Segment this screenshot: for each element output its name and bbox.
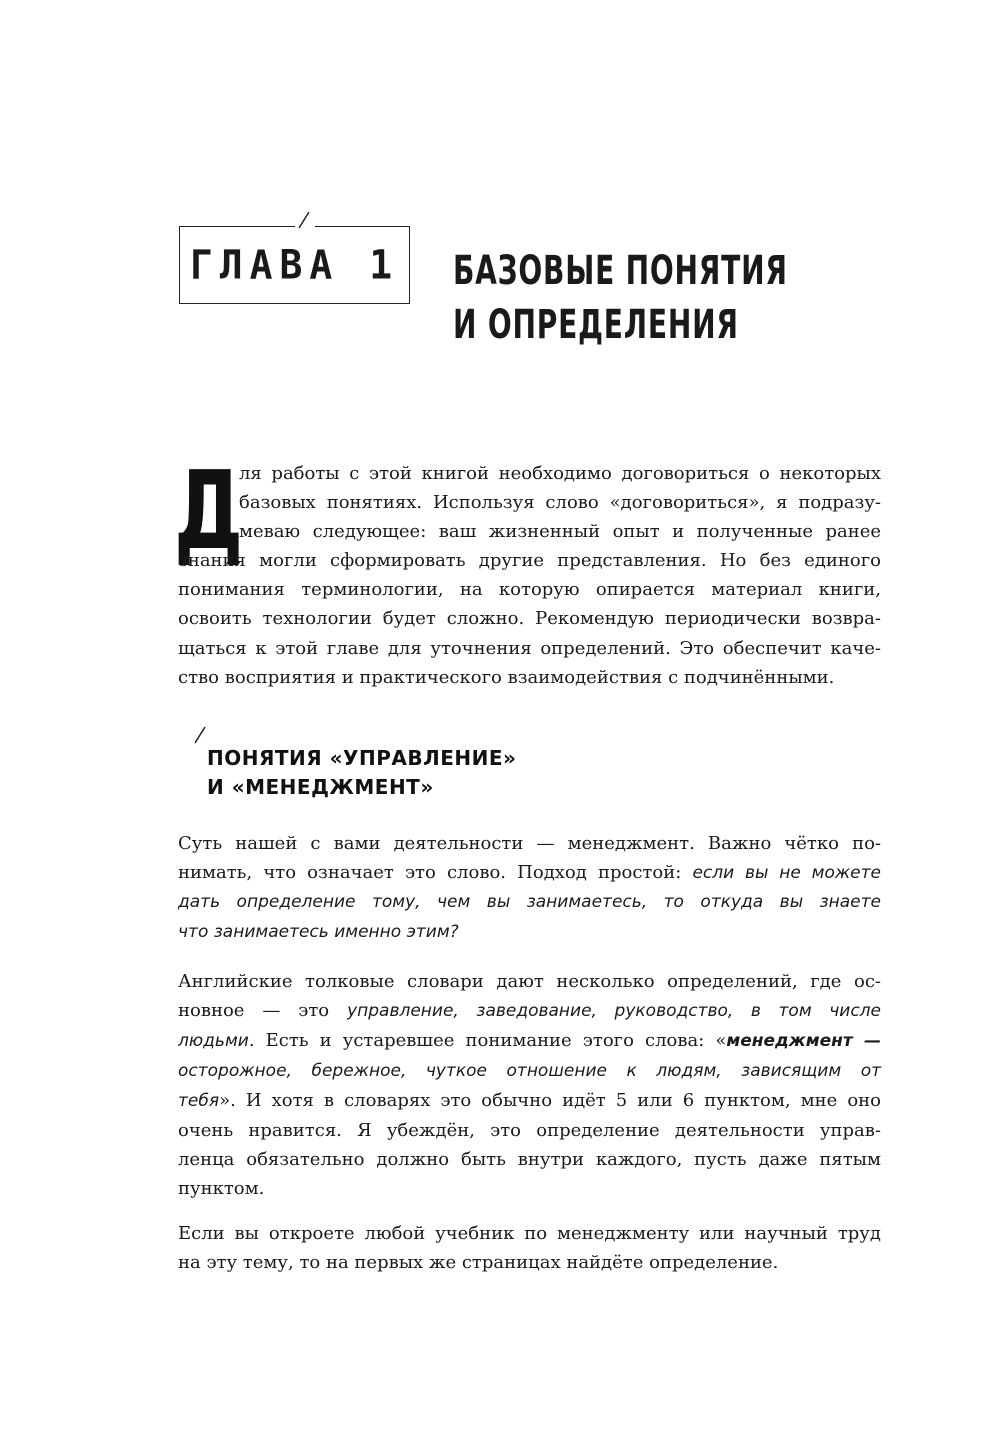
italic-text: тебя [178, 1090, 220, 1111]
text-line: ство восприятия и практического взаимодействия с подчинёнными. [178, 666, 835, 688]
italic-text-line: осторожное, бережное, чуткое отношение к людям, зависящим от [178, 1060, 881, 1081]
text-line: на эту тему, то на первых же страницах найдёте определение. [178, 1252, 779, 1274]
text-line: очень нравится. Я убеждён, это определение деятельности управ- [178, 1120, 881, 1142]
text-line: ленца обязательно должно быть внутри каждого, пусть даже пятым [178, 1149, 881, 1171]
text-line: освоить технологии будет сложно. Рекомендую периодически возвра- [178, 608, 881, 630]
text-line: Если вы откроете любой учебник по менеджменту или научный труд [178, 1223, 881, 1244]
chapter-title-line: И ОПРЕДЕЛЕНИЯ [453, 302, 739, 348]
paragraph [178, 967, 881, 1204]
italic-text: если вы не можете [692, 863, 882, 884]
paragraph [178, 829, 881, 947]
text-line [178, 1086, 881, 1116]
text-line: понимания терминологии, на которую опирается материал книги, [178, 579, 881, 601]
text-run: новное — это [178, 1000, 348, 1022]
paragraph [178, 1219, 881, 1277]
text-line: Английские толковые словари дают несколько определений, где ос- [178, 971, 881, 992]
italic-text: людьми [178, 1031, 249, 1052]
italic-text-line: что занимаетесь именно этим? [178, 921, 459, 942]
text-run: . Есть и устаревшее понимание этого слова: « [248, 1030, 727, 1052]
intro-paragraph [178, 546, 881, 692]
bold-italic-text: менеджмент — [726, 1031, 881, 1052]
text-line: знания могли сформировать другие представления. Но без единого [178, 550, 881, 571]
text-line [178, 996, 881, 1026]
text-line: щаться к этой главе для уточнения определений. Это обеспечит каче- [178, 637, 881, 659]
section-heading-line: И «МЕНЕДЖМЕНТ» [207, 775, 434, 799]
text-line [178, 1026, 881, 1056]
text-line: ля работы с этой книгой необходимо договориться о некоторых [239, 463, 881, 484]
chapter-title-line: БАЗОВЫЕ ПОНЯТИЯ [453, 248, 788, 294]
slash-decoration-icon [193, 725, 207, 745]
italic-text-line: дать определение тому, чем вы занимаетесь, то откуда вы знаете [178, 892, 881, 913]
text-line: меваю следующее: ваш жизненный опыт и полученные ранее [239, 521, 881, 543]
drop-cap: Д [174, 449, 244, 574]
text-line: пунктом. [178, 1178, 265, 1200]
text-line [178, 858, 881, 888]
text-run: ». И хотя в словарях это обычно идёт 5 или 6 пунктом, мне оно [219, 1089, 881, 1111]
chapter-label: ГЛАВА 1 [189, 241, 400, 289]
section-heading-line: ПОНЯТИЯ «УПРАВЛЕНИЕ» [207, 746, 517, 770]
text-line: базовых понятиях. Используя слово «договориться», я подразу- [239, 492, 881, 514]
text-run: нимать, что означает это слово. Подход простой: [178, 862, 693, 884]
chapter-title [453, 244, 890, 352]
section-heading [207, 744, 707, 802]
italic-text: управление, заведование, руководство, в том числе [347, 1001, 881, 1022]
intro-paragraph-indented [239, 459, 881, 547]
text-line: Суть нашей с вами деятельности — менеджмент. Важно чётко по- [178, 833, 881, 854]
